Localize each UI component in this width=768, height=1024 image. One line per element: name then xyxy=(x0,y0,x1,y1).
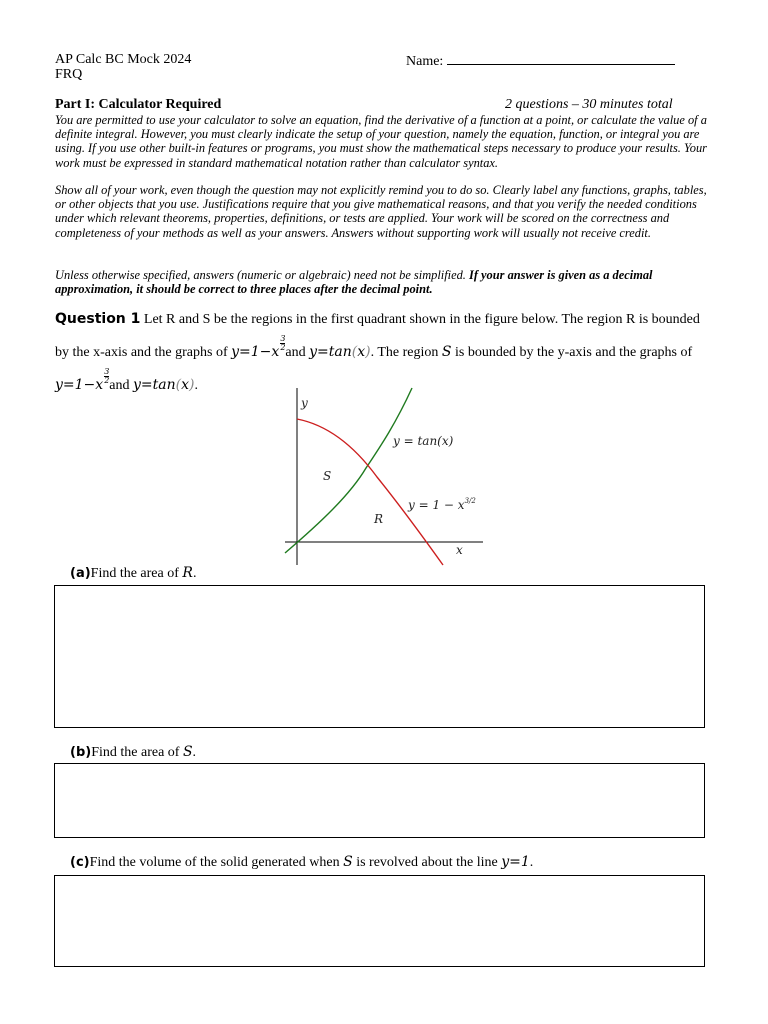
exponent-fraction: $\frac{3}{2}$ xyxy=(280,334,286,352)
part-c-prompt: (c)Find the volume of the solid generated when S is revolved about the line y=1. xyxy=(70,854,534,870)
name-label: Name: xyxy=(406,54,444,69)
x-axis-label: x xyxy=(456,543,463,557)
instructions-p2: Show all of your work, even though the question may not explicitly remind you to do so. Clearly label any functions, graphs, tables, or other objects that you use. Justifications require that you give mathematical reasons, and that you verify the needed conditions under which relevant theorems, properties, definitions, or tests are applied. Your work will be scored on the correctness and completeness of your methods as well as your answers. Answers without supporting work will usually not receive credit. xyxy=(55,183,707,240)
course-title: AP Calc BC Mock 2024 xyxy=(55,52,192,67)
equation-tan-2: y=tan(x) xyxy=(133,377,195,393)
tan-label: y = tan(x) xyxy=(393,434,454,448)
equation-tan: y=tan(x) xyxy=(309,344,371,360)
question1-t4: is bounded by the y-axis and the graphs of xyxy=(454,345,693,360)
part-title: Part I: Calculator Required xyxy=(55,97,222,112)
name-line[interactable] xyxy=(447,52,675,65)
part-b-prompt: (b)Find the area of S. xyxy=(70,744,197,760)
equation-curve: y=1−x $\frac{3}{2}$ xyxy=(231,334,286,360)
question1-period: . xyxy=(194,378,198,393)
question1-t1: Let R and S be the regions in the first quadrant shown in the figure below. The region R is bounded by the x-axis and the graphs of xyxy=(55,312,700,360)
tan-curve xyxy=(285,388,412,553)
question1-t5: and xyxy=(109,378,130,393)
equation-curve-2: y=1−x $\frac{3}{2}$ xyxy=(55,367,110,393)
part-a-answer-box[interactable] xyxy=(54,585,705,728)
region-s-label: S xyxy=(323,469,332,483)
part-info: 2 questions – 30 minutes total xyxy=(505,97,673,112)
part-b-label: (b) xyxy=(70,745,92,760)
part-a-prompt: (a)Find the area of R. xyxy=(70,565,197,581)
part-c-answer-box[interactable] xyxy=(54,875,705,967)
y-axis-label: y xyxy=(301,396,308,410)
part-b-answer-box[interactable] xyxy=(54,763,705,838)
question1-t3: . The region xyxy=(370,345,439,360)
exam-type: FRQ xyxy=(55,67,83,82)
question1-label: Question 1 xyxy=(55,311,141,327)
instructions-p1: You are permitted to use your calculator to solve an equation, find the derivative of a function at a point, or calculate the value of a definite integral. However, you must clearly indicate the setup of your question, namely the equation, function, or integral you are using. If you use other built-in features or programs, you must show the mathematical steps necessary to produce your results. Your work must be expressed in standard mathematical notation rather than calculator syntax. xyxy=(55,113,707,170)
instructions-p3-bold: If your answer is given as a decimal approximation, it should be correct to three places after the decimal point. xyxy=(55,268,653,297)
region-r-label: R xyxy=(374,512,384,526)
region-figure xyxy=(280,385,490,570)
part-c-label: (c) xyxy=(70,855,90,870)
name-field[interactable] xyxy=(406,52,675,70)
instructions-p3-italic: Unless otherwise specified, answers (numeric or algebraic) need not be simplified. xyxy=(55,268,466,282)
part-a-label: (a) xyxy=(70,566,91,581)
instructions-p3 xyxy=(55,268,715,296)
region-s: S xyxy=(441,344,452,360)
curve-label: $y = 1 - x^{3/2}$ xyxy=(408,497,476,512)
question1-t2: and xyxy=(285,345,306,360)
